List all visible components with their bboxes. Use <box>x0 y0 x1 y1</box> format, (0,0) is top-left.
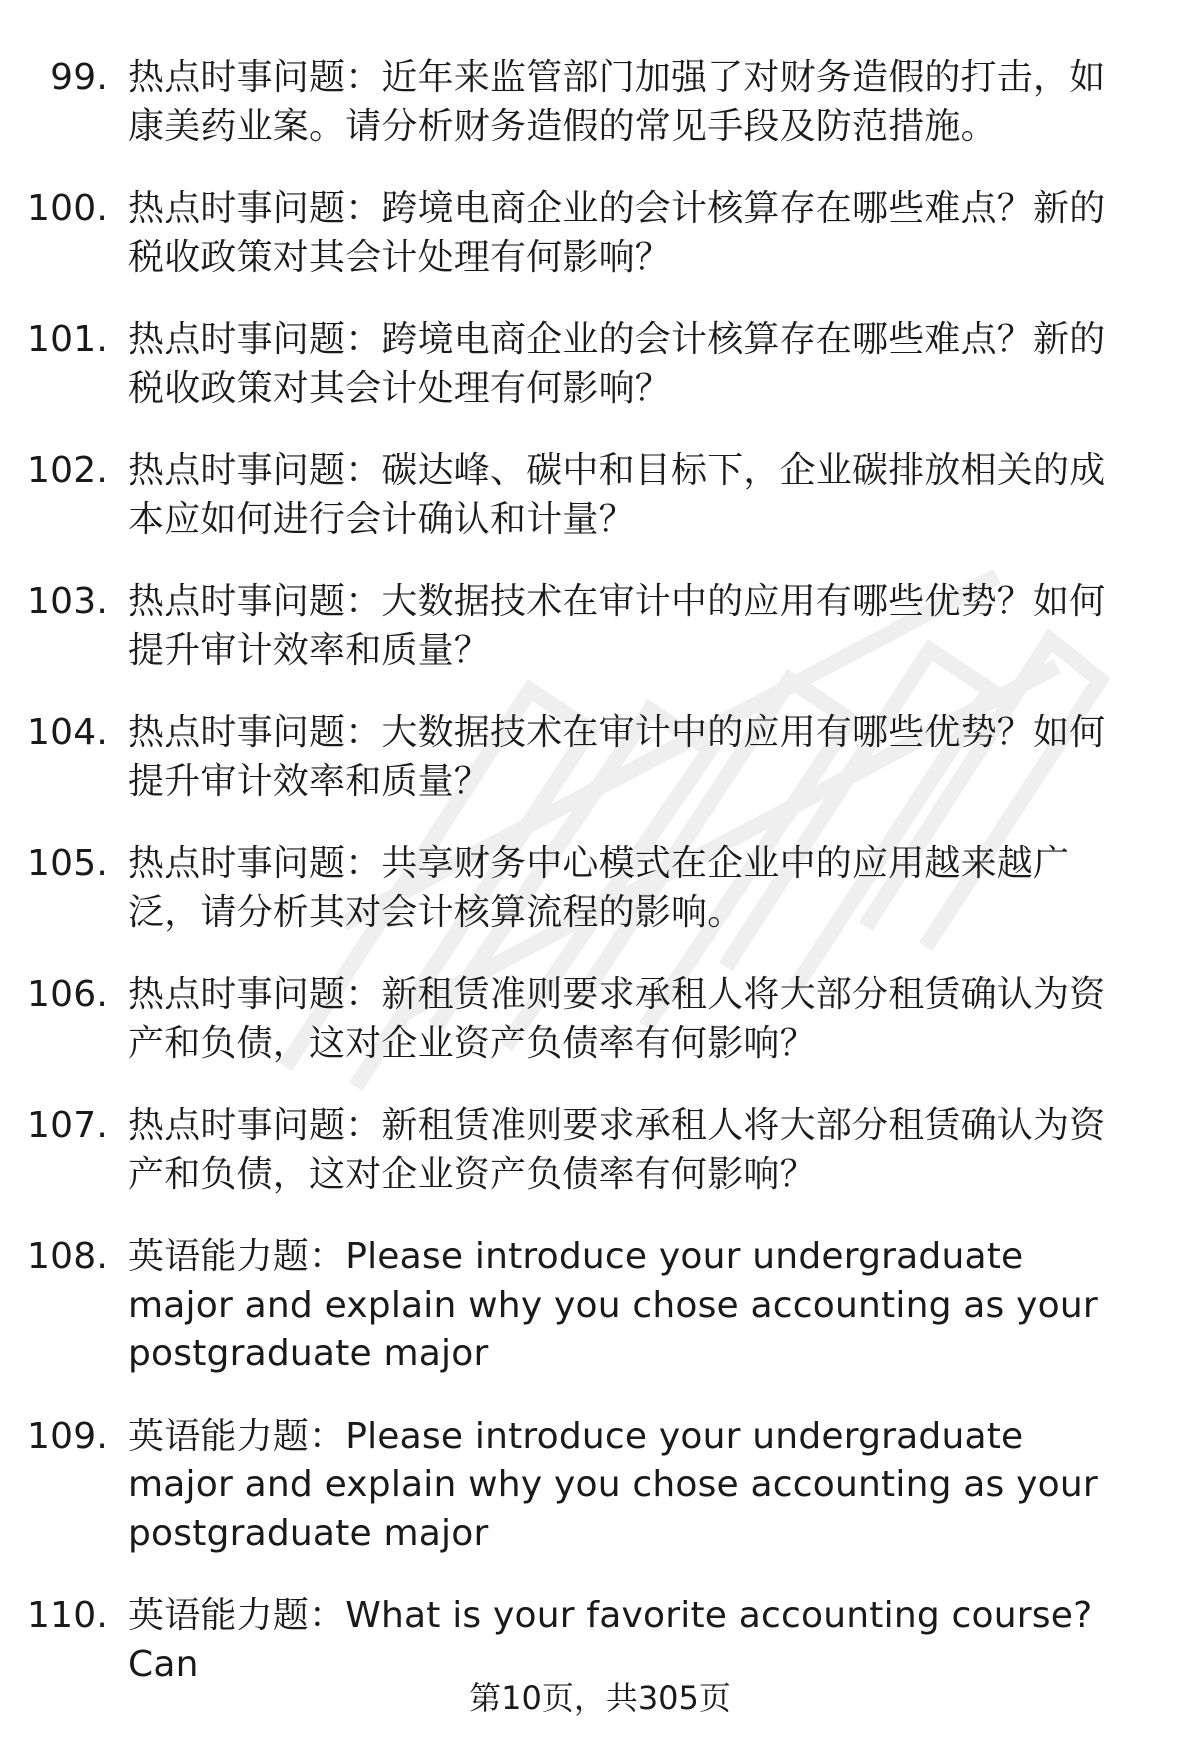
question-number: 110. <box>27 1595 108 1636</box>
question-number: 107. <box>27 1105 108 1146</box>
question-number: 101. <box>27 319 108 360</box>
question-number: 108. <box>27 1236 108 1277</box>
question-number: 105. <box>27 843 108 884</box>
question-text: 热点时事问题：大数据技术在审计中的应用有哪些优势？如何提升审计效率和质量？ <box>128 712 1106 802</box>
question-number: 103. <box>27 581 108 622</box>
question-number: 100. <box>27 188 108 229</box>
question-text: 热点时事问题：大数据技术在审计中的应用有哪些优势？如何提升审计效率和质量？ <box>128 581 1106 671</box>
question-item <box>0 840 1200 937</box>
page-footer: 第10页，共305页 <box>469 1679 731 1717</box>
question-number: 99. <box>50 57 108 98</box>
question-item <box>0 316 1200 413</box>
question-text: 英语能力题：Please introduce your undergraduate major and explain why you chose accounting as your postgraduate major <box>128 1236 1098 1374</box>
question-item <box>0 1102 1200 1199</box>
question-item <box>0 185 1200 282</box>
question-text: 热点时事问题：共享财务中心模式在企业中的应用越来越广泛，请分析其对会计核算流程的影响。 <box>128 843 1070 933</box>
question-item <box>0 709 1200 806</box>
question-text: 热点时事问题：跨境电商企业的会计核算存在哪些难点？新的税收政策对其会计处理有何影响？ <box>128 188 1106 278</box>
question-item <box>0 1413 1200 1559</box>
question-item <box>0 971 1200 1068</box>
question-number: 104. <box>27 712 108 753</box>
question-text: 热点时事问题：新租赁准则要求承租人将大部分租赁确认为资产和负债，这对企业资产负债率有何影响？ <box>128 974 1106 1064</box>
question-item <box>0 447 1200 544</box>
question-list <box>0 54 1200 1723</box>
question-item <box>0 1592 1200 1689</box>
question-text: 热点时事问题：近年来监管部门加强了对财务造假的打击，如康美药业案。请分析财务造假的常见手段及防范措施。 <box>128 57 1106 147</box>
question-text: 热点时事问题：新租赁准则要求承租人将大部分租赁确认为资产和负债，这对企业资产负债率有何影响？ <box>128 1105 1106 1195</box>
question-number: 106. <box>27 974 108 1015</box>
question-text: 热点时事问题：跨境电商企业的会计核算存在哪些难点？新的税收政策对其会计处理有何影响？ <box>128 319 1106 409</box>
question-text: 热点时事问题：碳达峰、碳中和目标下，企业碳排放相关的成本应如何进行会计确认和计量？ <box>128 450 1106 540</box>
question-text: 英语能力题：What is your favorite accounting course? Can <box>128 1595 1093 1685</box>
question-number: 102. <box>27 450 108 491</box>
question-item <box>0 54 1200 151</box>
question-item <box>0 578 1200 675</box>
question-text: 英语能力题：Please introduce your undergraduate major and explain why you chose accounting as your postgraduate major <box>128 1415 1098 1554</box>
question-item <box>0 1233 1200 1379</box>
question-number: 109. <box>27 1415 108 1457</box>
